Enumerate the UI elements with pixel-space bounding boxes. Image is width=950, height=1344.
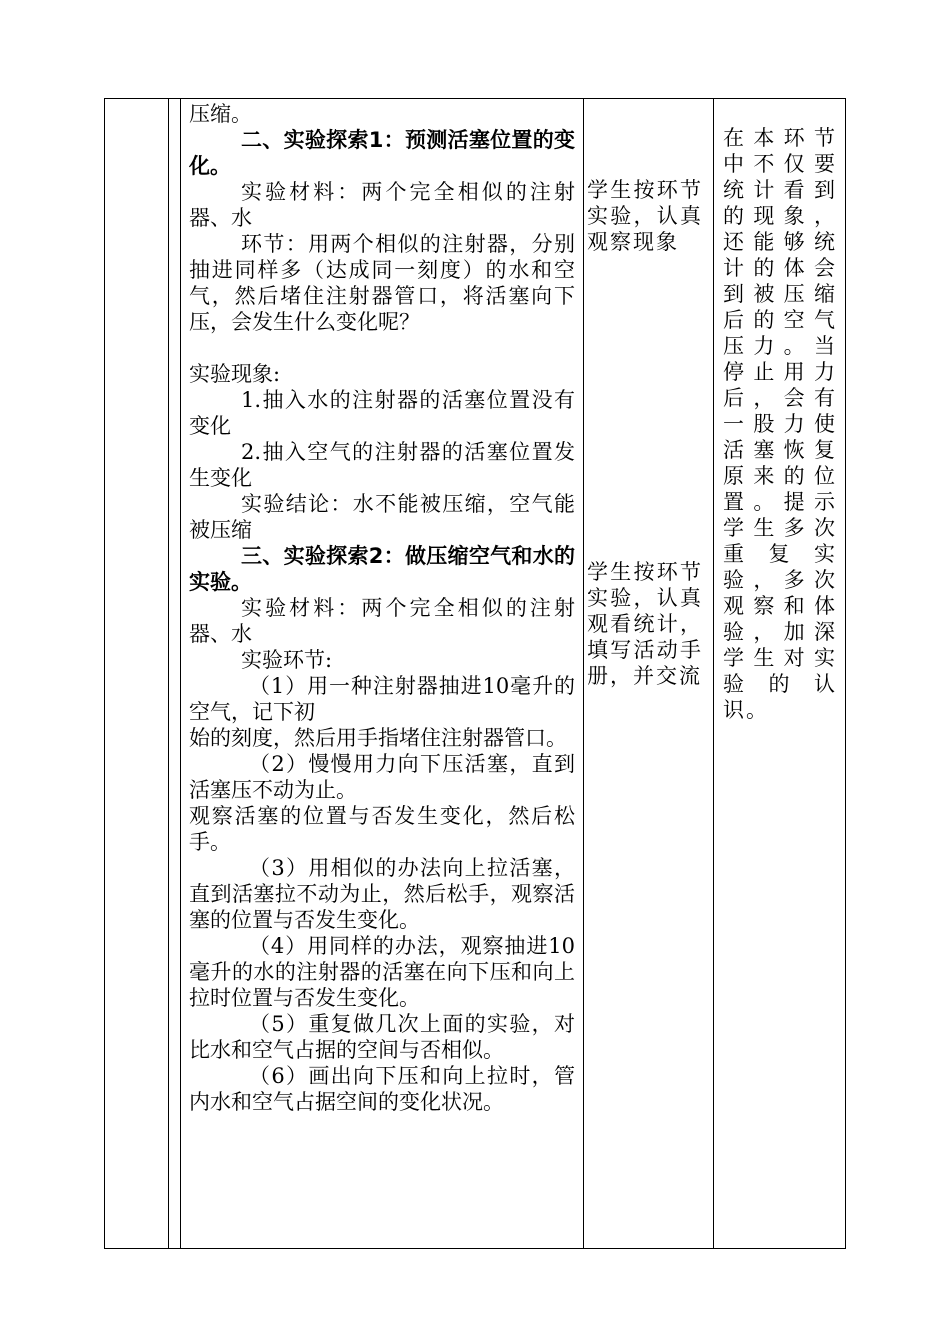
blank-line: [189, 335, 575, 361]
paragraph: 实验环节:: [241, 648, 333, 672]
paragraph: 压缩。: [189, 102, 252, 126]
teaching-content-column: [189, 99, 575, 1115]
paragraph: 1.抽入水的注射器的活塞位置没有变化: [189, 388, 575, 438]
paragraph: 实验材料：两个完全相似的注射器、水: [189, 180, 575, 230]
column-divider: [180, 99, 181, 1248]
paragraph: （2）慢慢用力向下压活塞，直到活塞压不动为止。: [189, 752, 575, 802]
paragraph: （3）用相似的办法向上拉活塞，直到活塞拉不动为止，然后松手，观察活塞的位置与否发生变化。: [189, 856, 575, 932]
column-divider: [583, 99, 584, 1248]
lesson-table: [104, 98, 846, 1249]
paragraph: （4）用同样的办法，观察抽进10毫升的水的注射器的活塞在向下压和向上拉时位置与否发生变化。: [189, 934, 575, 1010]
paragraph: （5）重复做几次上面的实验，对比水和空气占据的空间与否相似。: [189, 1012, 575, 1062]
paragraph: 始的刻度，然后用手指堵住注射器管口。: [189, 726, 567, 750]
paragraph: 实验材料：两个完全相似的注射器、水: [189, 596, 575, 646]
paragraph: 环节：用两个相似的注射器，分别抽进同样多（达成同一刻度）的水和空气，然后堵住注射器管口，将活塞向下压，会发生什么变化呢？: [189, 232, 575, 334]
paragraph: 观察活塞的位置与否发生变化，然后松手。: [189, 804, 575, 854]
paragraph: 2.抽入空气的注射器的活塞位置发生变化: [189, 440, 575, 490]
design-intent-column: 在本环节中不仅要统计看到的现象，还能够统计的体会到被压缩后的空气压力。当停止用力后，会有一股力使活塞恢复原来的位置。提示学生多次重复实验，多次观察和体验，加深学生对实验的认识。: [723, 126, 837, 722]
student-activity-1: 学生按环节实验，认真观察现象: [587, 178, 703, 254]
column-divider: [713, 99, 714, 1248]
paragraph: 实验结论：水不能被压缩，空气能被压缩: [189, 492, 575, 542]
section-heading: 二、实验探索1：预测活塞位置的变化。: [189, 128, 575, 178]
paragraph: 实验现象:: [189, 362, 281, 386]
student-activity-2: 学生按环节实验，认真观看统计，填写活动手册，并交流: [587, 560, 703, 688]
paragraph: （6）画出向下压和向上拉时，管内水和空气占据空间的变化状况。: [189, 1064, 575, 1114]
paragraph: （1）用一种注射器抽进10毫升的空气，记下初: [189, 674, 575, 724]
column-divider: [168, 99, 169, 1248]
section-heading: 三、实验探索2：做压缩空气和水的实验。: [189, 544, 575, 594]
